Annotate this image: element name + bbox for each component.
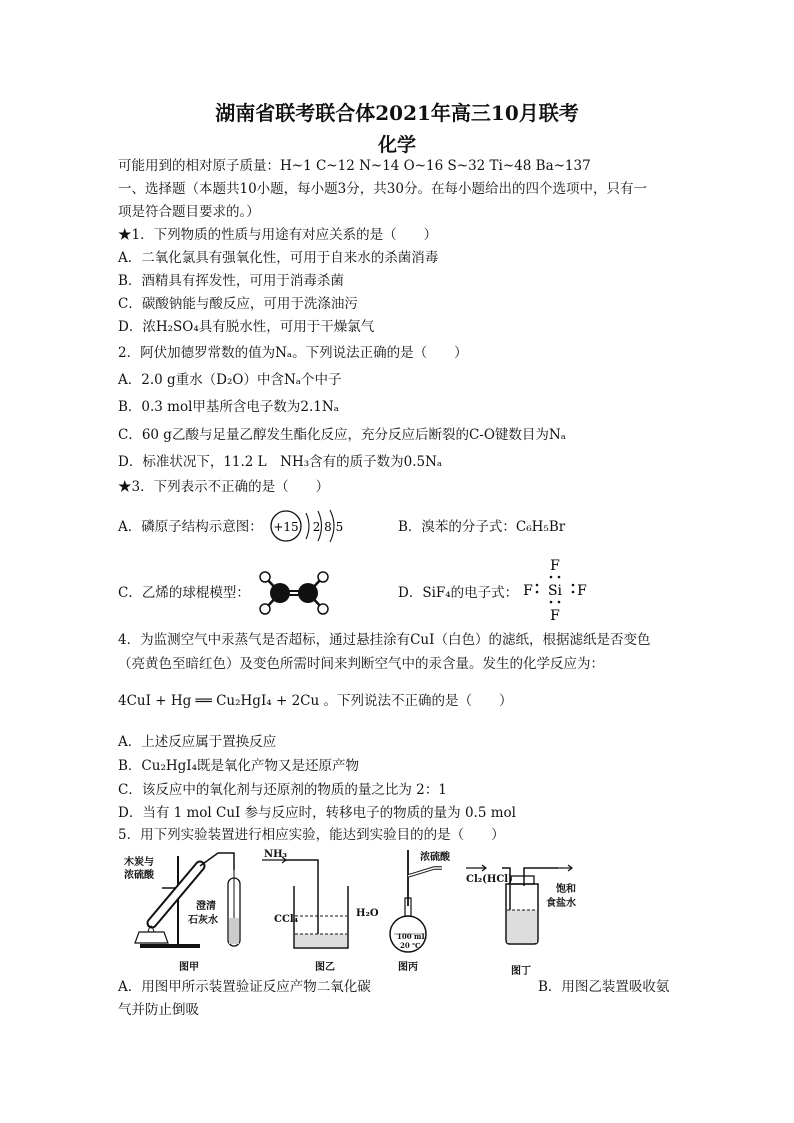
- page-title: 湖南省联考联合体2021年高三10月联考: [215, 101, 579, 125]
- fig-yi-caption: 图乙: [315, 962, 335, 973]
- q5-option-a: A．用图甲所示装置验证反应产物二氧化碳: [118, 979, 371, 995]
- section-heading-cont: 项是符合题目要求的。）: [118, 204, 260, 220]
- q4-option-b: B．Cu₂HgI₄既是氧化产物又是还原产物: [118, 758, 360, 774]
- q2-option-d: D．标准状况下，11.2 L NH₃含有的质子数为0.5Nₐ: [118, 454, 443, 470]
- q4-option-c: C．该反应中的氧化剂与还原剂的物质的量之比为 2：1: [118, 782, 447, 798]
- fig-jia-label-2: 浓硫酸: [124, 870, 154, 881]
- q5-option-b-cont: 气并防止倒吸: [118, 1002, 199, 1018]
- q1-option-b: B．酒精具有挥发性，可用于消毒杀菌: [118, 273, 344, 289]
- q4-equation: 4CuI + Hg ══ Cu₂HgI₄ + 2Cu 。下列说法不正确的是（ ）: [118, 693, 513, 709]
- silicon-center: Si: [547, 583, 563, 599]
- q3-option-d: D．SiF₄的电子式：: [398, 585, 519, 601]
- figure-yi-apparatus: [258, 848, 370, 960]
- fig-bing-temperature: 20 ℃: [400, 941, 421, 950]
- q1-stem: ★1．下列物质的性质与用途有对应关系的是（ ）: [118, 227, 438, 243]
- q2-option-c: C．60 g乙酸与足量乙醇发生酯化反应，充分反应后断裂的C-O键数目为Nₐ: [118, 427, 566, 443]
- q3-stem: ★3．下列表示不正确的是（ ）: [118, 479, 330, 495]
- q2-stem: 2．阿伏加德罗常数的值为Nₐ。下列说法正确的是（ ）: [118, 345, 468, 361]
- fig-jia-label-4: 石灰水: [188, 915, 218, 926]
- phosphorus-atom-diagram: [266, 506, 356, 546]
- subject-title: 化学: [377, 134, 416, 156]
- q3-option-a: A．磷原子结构示意图：: [118, 519, 263, 535]
- q5-stem: 5．用下列实验装置进行相应实验，能达到实验目的的是（ ）: [118, 827, 505, 843]
- section-heading: 一、选择题（本题共10小题，每小题3分，共30分。在每小题给出的四个选项中，只有一: [118, 181, 647, 197]
- fig-ding-caption: 图丁: [511, 966, 531, 977]
- electron-shells: 2 8 5: [312, 520, 344, 534]
- fig-jia-label-3: 澄清: [196, 901, 216, 912]
- fluorine-left: F: [523, 583, 533, 599]
- q3-option-b: B．溴苯的分子式：C₆H₅Br: [398, 519, 566, 535]
- fig-ding-solution-2: 食盐水: [546, 898, 576, 909]
- q4-stem-cont: （亮黄色至暗红色）及变色所需时间来判断空气中的汞含量。发生的化学反应为：: [118, 656, 604, 672]
- q1-option-c: C．碳酸钠能与酸反应，可用于洗涤油污: [118, 296, 358, 312]
- q5-option-b: B．用图乙装置吸收氨: [538, 979, 670, 995]
- q4-stem: 4．为监测空气中汞蒸气是否超标，通过悬挂涂有CuI（白色）的滤纸，根据滤纸是否变色: [118, 632, 651, 648]
- fig-jia-label-1: 木炭与: [124, 857, 154, 868]
- fig-jia-caption: 图甲: [179, 962, 199, 973]
- fig-yi-h2o: H₂O: [356, 908, 379, 919]
- fluorine-bottom: F: [550, 608, 560, 624]
- q3-option-c: C．乙烯的球棍模型：: [118, 585, 250, 601]
- q4-option-d: D．当有 1 mol CuI 参与反应时，转移电子的物质的量为 0.5 mol: [118, 805, 516, 821]
- fig-yi-gas: NH₃: [264, 849, 287, 860]
- atomic-masses: 可能用到的相对原子质量：H~1 C~12 N~14 O~16 S~32 Ti~48 Ba~137: [118, 158, 591, 174]
- q2-option-b: B．0.3 mol甲基所含电子数为2.1Nₐ: [118, 399, 339, 415]
- ethylene-ball-stick-model: [252, 564, 336, 622]
- q1-option-d: D．浓H₂SO₄具有脱水性，可用于干燥氯气: [118, 319, 375, 335]
- fig-bing-caption: 图丙: [398, 962, 418, 973]
- fluorine-right: F: [577, 583, 587, 599]
- q4-option-a: A．上述反应属于置换反应: [118, 734, 277, 750]
- q1-option-a: A．二氧化氯具有强氧化性，可用于自来水的杀菌消毒: [118, 250, 439, 266]
- fig-ding-solution-1: 饱和: [556, 884, 576, 895]
- fig-ding-gas: Cl₂(HCl): [466, 874, 513, 885]
- nucleus-charge: +15: [273, 520, 299, 534]
- sif4-electron-formula: [520, 556, 590, 624]
- fig-bing-acid: 浓硫酸: [420, 852, 450, 863]
- q2-option-a: A．2.0 g重水（D₂O）中含Nₐ个中子: [118, 372, 342, 388]
- fluorine-top: F: [550, 558, 560, 574]
- fig-yi-ccl4: CCl₄: [274, 914, 299, 925]
- fig-bing-volume: 100 mL: [397, 932, 427, 941]
